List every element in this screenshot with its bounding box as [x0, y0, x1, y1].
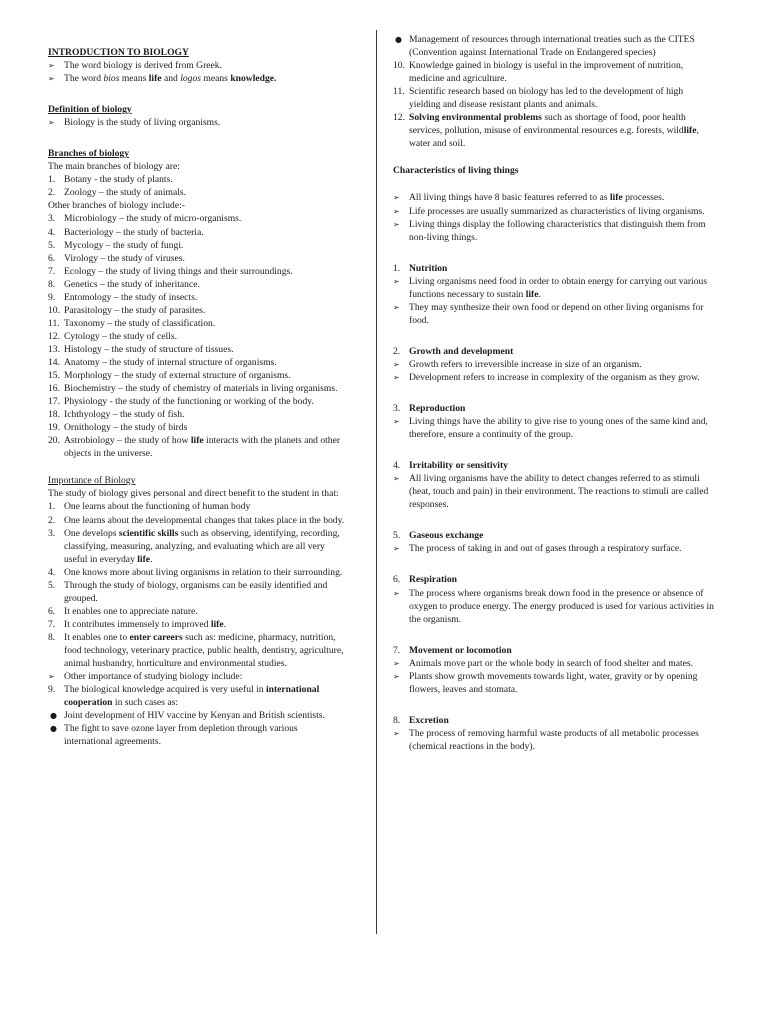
item-number: 10. [48, 304, 60, 316]
item-text: Life processes are usually summarized as characteristics of living organisms. [409, 205, 705, 217]
importance-item [48, 579, 348, 605]
importance-item [48, 527, 348, 566]
characteristic-item [393, 301, 715, 327]
item-number: 2. [48, 187, 56, 199]
branch-item [48, 226, 348, 239]
item-text: The process where organisms break down food in the presence or absence of oxygen to produce energy. The energy produced is used for various activities in the organism. [409, 587, 714, 625]
item-text: Physiology - the study of the functioning or working of the body. [64, 396, 314, 408]
item-number: 20. [48, 435, 60, 447]
item-number: 7. [393, 644, 401, 656]
item-number: 6. [48, 252, 56, 264]
item-text: It enables one to appreciate nature. [64, 605, 198, 617]
characteristic-heading [393, 262, 715, 275]
item-text: Ecology – the study of living things and their surroundings. [64, 265, 293, 277]
characteristic-item [393, 275, 715, 301]
item-text: Entomology – the study of insects. [64, 291, 198, 303]
branch-item [48, 278, 348, 291]
branch-item [48, 317, 348, 330]
branch-item [48, 265, 348, 278]
item-number: 18. [48, 409, 60, 421]
item-text: Morphology – the study of external structure of organisms. [64, 370, 291, 382]
importance-item [48, 500, 348, 513]
characteristics-item [393, 191, 715, 204]
item-number: 1. [48, 174, 56, 186]
item-text: Living things display the following characteristics that distinguish them from non-living things. [409, 218, 706, 243]
importance-item [393, 111, 715, 150]
characteristic-item [393, 657, 715, 670]
characteristic-item [393, 415, 715, 441]
arrow-bullet-icon: ➢ [393, 417, 400, 427]
characteristics-item [393, 218, 715, 244]
item-text: Biochemistry – the study of chemistry of materials in living organisms. [64, 383, 338, 395]
arrow-bullet-icon: ➢ [393, 671, 400, 681]
arrow-bullet-icon: ➢ [393, 474, 400, 484]
item-text: Living organisms need food in order to obtain energy for carrying out various functions necessary to sustain life. [409, 275, 708, 300]
item-text: All living organisms have the ability to detect changes referred to as stimuli (heat, touch and pain) in their environment. The reactions to stimuli are called responses. [409, 473, 709, 511]
branch-item [48, 330, 348, 343]
arrow-bullet-icon: ➢ [48, 74, 55, 84]
importance-item [393, 85, 715, 111]
branches-other-lead: Other branches of biology include:- [48, 200, 185, 212]
item-number: 4. [48, 226, 56, 238]
item-text: Astrobiology – the study of how life interacts with the planets and other objects in the universe. [64, 435, 341, 460]
branch-item [48, 395, 348, 408]
characteristic-title: Excretion [409, 714, 449, 726]
right-column [393, 33, 715, 753]
item-text: Scientific research based on biology has led to the development of high yielding and disease resistant plants and animals. [409, 86, 684, 111]
arrow-bullet-icon: ➢ [393, 219, 400, 229]
item-text: One knows more about living organisms in relation to their surrounding. [64, 566, 343, 578]
definition-heading: Definition of biology [48, 104, 132, 116]
branch-item [48, 434, 348, 460]
item-number: 1. [48, 501, 56, 513]
item-number: 5. [48, 239, 56, 251]
arrow-bullet-icon: ➢ [48, 672, 55, 682]
dot-bullet-icon: ● [395, 35, 402, 44]
characteristic-item [393, 542, 715, 555]
item-number: 3. [48, 213, 56, 225]
item-text: All living things have 8 basic features referred to as life processes. [409, 192, 665, 204]
item-text: Plants show growth movements towards light, water, gravity or by opening flowers, leaves and stomata. [409, 670, 698, 695]
item-number: 9. [48, 291, 56, 303]
branch-item [48, 382, 348, 395]
item-number: 10. [393, 60, 405, 72]
intro-item: ➢ The word bios means life and logos means knowledge. [48, 73, 277, 85]
characteristic-item [393, 472, 715, 511]
left-column [48, 46, 348, 748]
characteristics-item [393, 205, 715, 218]
importance-item [48, 566, 348, 579]
arrow-bullet-icon: ➢ [393, 206, 400, 216]
arrow-bullet-icon: ➢ [393, 302, 400, 312]
branch-item [48, 186, 348, 199]
branch-item [48, 291, 348, 304]
characteristic-title: Gaseous exchange [409, 530, 484, 542]
item-number: 11. [48, 317, 60, 329]
item-number: 8. [393, 714, 401, 726]
characteristic-heading [393, 573, 715, 586]
characteristic-heading [393, 714, 715, 727]
characteristic-title: Reproduction [409, 403, 466, 415]
characteristic-title: Irritability or sensitivity [409, 460, 508, 472]
characteristic-item [393, 371, 715, 384]
item-number: 8. [48, 278, 56, 290]
item-number: 13. [48, 343, 60, 355]
characteristic-item [393, 670, 715, 696]
item-text: They may synthesize their own food or depend on other living organisms for food. [409, 301, 704, 326]
definition-item: ➢ Biology is the study of living organisms. [48, 117, 221, 129]
importance-item [48, 631, 348, 670]
importance-item [48, 605, 348, 618]
item-number: 8. [48, 631, 56, 643]
item-text: Animals move part or the whole body in search of food shelter and mates. [409, 657, 694, 669]
importance-item [48, 618, 348, 631]
item-text: The fight to save ozone layer from depletion through various international agreements. [64, 723, 298, 748]
branch-item [48, 343, 348, 356]
branches-heading: Branches of biology [48, 148, 130, 160]
branch-item [48, 421, 348, 434]
characteristic-title: Movement or locomotion [409, 644, 512, 656]
importance-other-lead: ➢ Other importance of studying biology include: [48, 671, 243, 683]
item-text: It contributes immensely to improved life. [64, 618, 227, 630]
item-number: 4. [48, 566, 56, 578]
dot-bullet-icon: ● [50, 724, 57, 734]
item-number: 3. [48, 527, 56, 539]
item-text: Solving environmental problems such as shortage of food, poor health services, pollution, misuse of environmental resources e.g. forests, wildlife, water and soil. [409, 112, 699, 150]
item-text: One develops scientific skills such as observing, identifying, recording, classifying, measuring, analyzing, and evaluating which are all very useful in everyday life. [64, 527, 340, 565]
arrow-bullet-icon: ➢ [393, 276, 400, 286]
item-text: Parasitology – the study of parasites. [64, 304, 206, 316]
characteristic-title: Growth and development [409, 345, 514, 357]
arrow-bullet-icon: ➢ [48, 61, 55, 71]
intro-heading: INTRODUCTION TO BIOLOGY [48, 47, 189, 58]
dot-bullet-icon: ● [50, 711, 57, 721]
characteristics-heading: Characteristics of living things [393, 165, 519, 177]
branch-item [48, 252, 348, 265]
arrow-bullet-icon: ➢ [393, 544, 400, 554]
item-number: 2. [48, 514, 56, 526]
branch-item [48, 304, 348, 317]
characteristic-title: Nutrition [409, 262, 448, 274]
item-number: 16. [48, 383, 60, 395]
item-text: One learns about the developmental changes that takes place in the body. [64, 514, 345, 526]
intro-item: ➢ The word biology is derived from Greek. [48, 60, 222, 72]
importance-lead: The study of biology gives personal and direct benefit to the student in that: [48, 488, 339, 500]
item-number: 5. [393, 530, 401, 542]
item-text: Development refers to increase in complexity of the organism as they grow. [409, 371, 700, 383]
branch-item [48, 408, 348, 421]
column-divider [376, 30, 377, 934]
item-number: 14. [48, 356, 60, 368]
cites-item: ● Management of resources through international treaties such as the CITES (Convention against International Trade on Endangered species) [395, 34, 695, 59]
arrow-bullet-icon: ➢ [393, 658, 400, 668]
item-number: 17. [48, 396, 60, 408]
branch-item [48, 212, 348, 225]
importance-item [48, 514, 348, 527]
arrow-bullet-icon: ➢ [393, 372, 400, 382]
item-number: 12. [48, 330, 60, 342]
characteristic-heading [393, 459, 715, 472]
characteristic-heading [393, 529, 715, 542]
item-text: Genetics – the study of inheritance. [64, 278, 200, 290]
item-number: 12. [393, 112, 405, 124]
item-text: The process of removing harmful waste products of all metabolic processes (chemical reactions in the body). [409, 727, 699, 752]
item-number: 6. [48, 605, 56, 617]
importance-item-9: 9. The biological knowledge acquired is very useful in international cooperation in such cases as: [48, 684, 320, 709]
characteristic-heading [393, 644, 715, 657]
arrow-bullet-icon: ➢ [393, 588, 400, 598]
item-text: The process of taking in and out of gases through a respiratory surface. [409, 543, 682, 555]
item-text: Through the study of biology, organisms can be easily identified and grouped. [64, 579, 328, 604]
item-text: Botany - the study of plants. [64, 174, 173, 186]
item-number: 11. [393, 86, 405, 98]
item-number: 3. [393, 403, 401, 415]
arrow-bullet-icon: ➢ [393, 359, 400, 369]
item-text: Growth refers to irreversible increase in size of an organism. [409, 358, 642, 370]
branches-lead: The main branches of biology are: [48, 161, 180, 173]
item-number: 15. [48, 370, 60, 382]
importance-heading: Importance of Biology [48, 475, 136, 487]
importance-item [393, 59, 715, 85]
item-text: Bacteriology – the study of bacteria. [64, 226, 204, 238]
item-text: Joint development of HIV vaccine by Kenyan and British scientists. [64, 710, 325, 722]
branch-item [48, 239, 348, 252]
item-number: 7. [48, 265, 56, 277]
item-number: 4. [393, 460, 401, 472]
characteristic-title: Respiration [409, 574, 457, 586]
characteristic-heading [393, 402, 715, 415]
arrow-bullet-icon: ➢ [393, 193, 400, 203]
item-text: Living things have the ability to give rise to young ones of the same kind and, therefore, ensure a continuity of the group. [409, 416, 708, 441]
item-text: Knowledge gained in biology is useful in the improvement of nutrition, medicine and agriculture. [409, 60, 684, 85]
item-number: 6. [393, 574, 401, 586]
branch-item [48, 173, 348, 186]
item-number: 1. [393, 262, 401, 274]
item-text: Histology – the study of structure of tissues. [64, 343, 234, 355]
characteristic-item [393, 587, 715, 626]
item-text: One learns about the functioning of human body [64, 501, 251, 513]
characteristic-heading [393, 345, 715, 358]
item-text: It enables one to enter careers such as: medicine, pharmacy, nutrition, food technology, veterinary practice, public health, dentistry, agriculture, animal husbandry, horticulture and environmental studies. [64, 631, 344, 670]
item-text: Taxonomy – the study of classification. [64, 317, 216, 329]
cooperation-item [48, 709, 348, 722]
item-text: Ichthyology – the study of fish. [64, 409, 185, 421]
item-text: Ornithology – the study of birds [64, 422, 188, 434]
item-text: Zoology – the study of animals. [64, 187, 187, 199]
arrow-bullet-icon: ➢ [393, 728, 400, 738]
characteristic-item [393, 358, 715, 371]
item-number: 19. [48, 422, 60, 434]
item-text: Microbiology – the study of micro-organisms. [64, 213, 242, 225]
characteristic-item [393, 727, 715, 753]
item-text: Mycology – the study of fungi. [64, 239, 184, 251]
item-number: 7. [48, 618, 56, 630]
branch-item [48, 369, 348, 382]
item-text: Cytology – the study of cells. [64, 330, 177, 342]
cooperation-item [48, 722, 348, 748]
item-text: Anatomy – the study of internal structure of organisms. [64, 356, 277, 368]
item-number: 5. [48, 579, 56, 591]
item-number: 2. [393, 345, 401, 357]
arrow-bullet-icon: ➢ [48, 118, 55, 128]
branch-item [48, 356, 348, 369]
item-text: Virology – the study of viruses. [64, 252, 185, 264]
